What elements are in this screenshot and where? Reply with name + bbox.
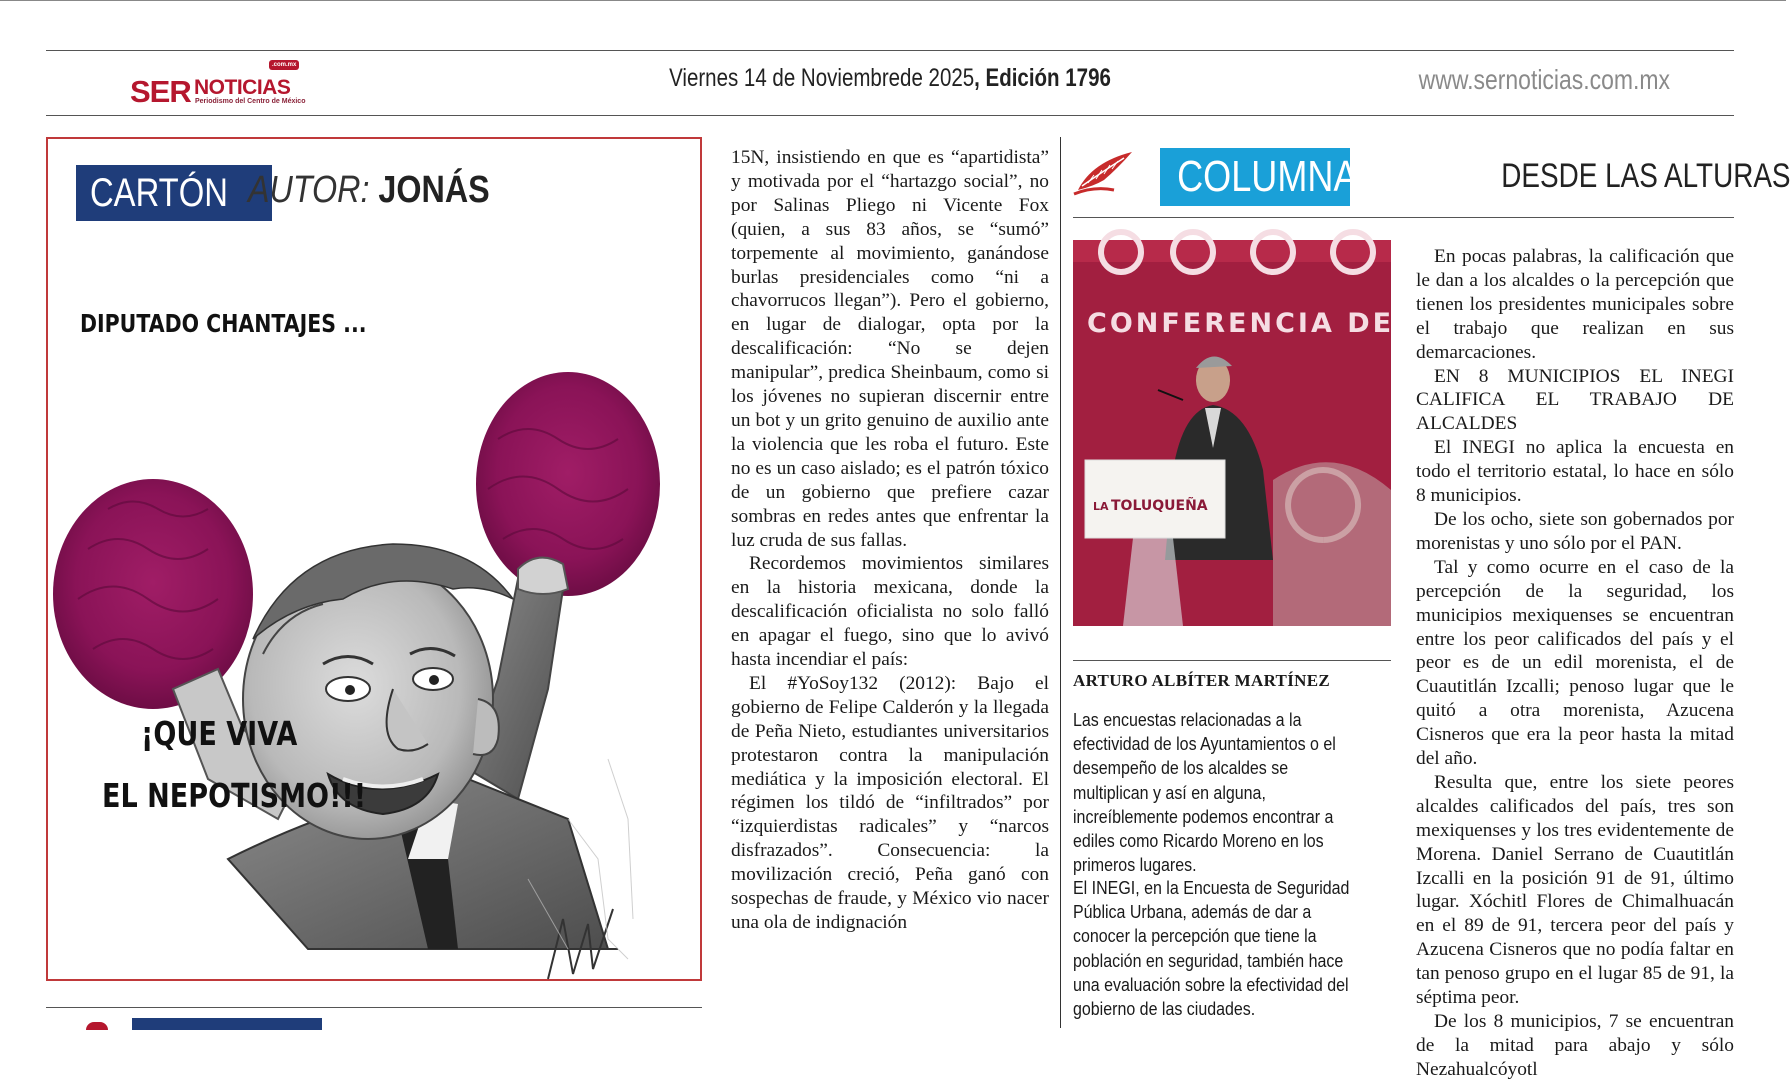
column-summary-2: El INEGI, en la Encuesta de Seguridad Pública Urbana, además de dar a conocer la percepción que tiene la población en seguridad, también hace una evaluación sobre la efectividad del gobierno de las ciudades. [1073,877,1350,1020]
author-label: AUTOR: [248,169,370,211]
column-author: ARTURO ALBÍTER MARTÍNEZ [1073,671,1330,690]
sernoticias-logo[interactable] [130,58,306,109]
column-paragraph: Tal y como ocurre en el caso de la percepción de la seguridad, los municipios mexiquenses se encuentran entre los peor calificados del país y el peor es de un edil morenista, el de Cuautitlán Izcalli; penoso lugar que le quitó a otra morenista, Azucena Cisneros que era la peor hasta la mitad del año. [1416,556,1734,770]
logo-noticias-text: NOTICIAS [194,76,291,99]
column-paragraph: El INEGI no aplica la encuesta en todo el territorio estatal, lo hace en sólo 8 municipios. [1416,437,1734,507]
column-paragraph: De los ocho, siete son gobernados por morenistas y uno sólo por el PAN. [1416,508,1734,554]
column-paragraph: En pocas palabras, la calificación que le dan a los alcaldes o la percepción que tienen los presidentes municipales sobre el trabajo que realizan en sus demarcaciones. [1416,246,1734,363]
article-paragraph: 15N, insistiendo en que es “apartidista” y motivada por el “hartazgo social”, no por Salinas Pliego ni Vicente Fox (quien, a sus 83 años, se “sumó” torpemente al movimiento, ganándose burlas presidenciales como “ni a chavorrucos llegan”). Pero el gobierno, en lugar de dialogar, opta por la descalificación: “No se dejen manipular”, predica Sheinbaum, como si los jóvenes no supieran discernir entre un bot y un grito genuino de auxilio ante la violencia que les roba el futuro. Este no es un caso aislado; es el patrón tóxico de un gobierno que prefiere cazar sombras en redes antes que enfrentar la luz cruda de sus fallas. [731,147,1049,551]
column-divider [1060,137,1061,1028]
article-paragraph: El #YoSoy132 (2012): Bajo el gobierno de Felipe Calderón y la llegada de Peña Nieto, estudiantes universitarios protestaron contra la manipulación mediática y la imposición electoral. El régimen los tildó de “infiltrados” por “izquierdistas radicales” y “narcos disfrazados”. Consecuencia: la movilización creció, Peña ganó con sospechas de fraude, y México vio nacer una ola de indignación [731,672,1049,933]
next-section-label-stub [132,1018,322,1030]
cartoon-caption-top: DIPUTADO CHANTAJES ... [80,309,367,338]
column-label [1160,148,1358,206]
logo-badge: .com.mx [269,60,299,70]
column-subheading: EN 8 MUNICIPIOS EL INEGI CALIFICA EL TRABAJO DE ALCALDES [1416,365,1734,435]
edition-dateline [587,64,1194,93]
cartoon-caption-line2: EL NEPOTISMO!!! [102,776,367,815]
article-paragraph: Recordemos movimientos similares en la historia mexicana, donde la descalificación oficialista no solo falló en apagar el fuego, sino que lo avivó hasta incendiar el país: [731,553,1049,671]
carton-label [76,165,272,221]
edition-number: , Edición 1796 [974,64,1111,92]
column-paragraph: Resulta que, entre los siete peores alcaldes calificados del país, tres son mexiquenses y los tres evidentemente de Morena. Daniel Serrano de Cuautitlán Izcalli en la posición 91 de 91, último lugar. Xóchitl Flores de Chimalhuacán en el 89 de 91, tercera peor del país y Azucena Cisneros que no podía faltar en tan penoso grupo en el lugar 85 de 91, la séptima peor. [1416,771,1734,1009]
column-name: DESDE LAS ALTURAS [1501,157,1791,195]
header-rule-top [46,50,1734,51]
author-name: JONÁS [378,169,490,211]
column-summary-1: Las encuestas relacionadas a la efectividad de los Ayuntamientos o el desempeño de los alcaldes se multiplican y así en alguna, increíblemente podemos encontrar a ediles como Ricardo Moreno en los primeros lugares. [1073,709,1336,876]
column-body-text [1416,245,1734,1080]
column-label-text: COLUMNA [1177,152,1358,201]
left-pompom-icon [53,479,253,709]
cartoon-box [46,137,702,981]
logo-ser-text: SER [130,74,191,109]
top-border [0,0,1786,1]
cartoon-caption-line1: ¡QUE VIVA [141,714,298,753]
next-section-icon-stub [86,1022,108,1030]
column-paragraph: De los 8 municipios, 7 se encuentran de la mitad para abajo y sólo Nezahualcóyotl [1416,1011,1734,1080]
cartoon-author [248,169,490,212]
carton-label-text: CARTÓN [90,171,228,215]
issue-date: Viernes 14 de Noviembrede 2025 [669,64,975,92]
podium-brand-prefix: LA [1093,500,1109,513]
quill-icon [1074,150,1136,196]
conference-photo [1073,240,1395,626]
right-pompom-icon [476,372,660,596]
column-photo [1073,240,1395,626]
author-rule [1073,660,1391,661]
column-header-rule [1073,217,1734,218]
left-bottom-rule [46,1007,702,1008]
cartoon-illustration [48,259,700,1059]
opinion-article-text [731,146,1049,1028]
logo-tagline: Periodismo del Centro de México [195,98,306,105]
header-rule-bottom [46,115,1734,116]
photo-banner-text: CONFERENCIA DE [1087,308,1395,339]
podium-brand: TOLUQUEÑA [1111,498,1208,514]
site-url[interactable]: www.sernoticias.com.mx [1418,64,1670,95]
